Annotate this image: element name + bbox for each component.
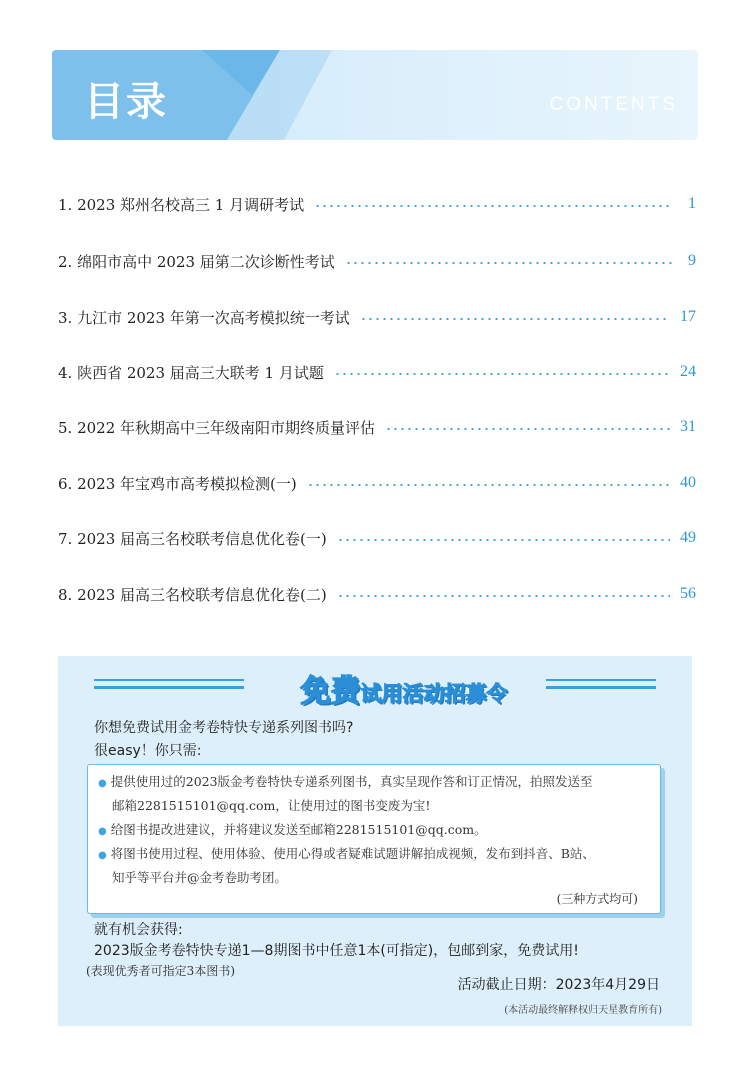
toc-entry-page: 24 [680,363,696,380]
step-item [98,770,593,796]
toc-entry-page: 49 [680,529,696,546]
step-item [98,818,487,844]
free-trial-promo-panel [58,656,692,1026]
dot-leader [385,428,670,430]
promo-title-big: 免费 [300,674,361,709]
toc-entry-page: 1 [688,195,696,212]
dot-leader [307,484,670,486]
step-text: 邮箱2281515101@qq.com，让使用过的图书变废为宝! [112,798,431,813]
gain-text: 2023版金考卷特快专递1—8期图书中任意1本(可指定)，包邮到家，免费试用! [94,943,579,959]
dot-leader [334,373,670,375]
step-text: 将图书使用过程、使用体验、使用心得或者疑难试题讲解拍成视频，发布到抖音、B站、 [110,846,595,861]
toc-entry-title: 4. 陕西省 2023 届高三大联考 1 月试题 [58,363,324,382]
toc-entry-page: 17 [680,308,696,325]
toc-entry-page: 56 [680,585,696,602]
toc-entry-title: 3. 九江市 2023 年第一次高考模拟统一考试 [58,308,350,327]
toc-entry-title: 7. 2023 届高三名校联考信息优化卷(一) [58,529,327,548]
title-rule-left-thin [94,679,244,681]
dot-leader [360,318,670,320]
dot-leader [314,205,672,207]
promo-easy: 很easy！你只需: [94,743,202,759]
toc-entry-title: 2. 绵阳市高中 2023 届第二次诊断性考试 [58,252,335,271]
dot-leader [345,262,672,264]
toc-entry[interactable] [58,358,696,386]
step-item-continued [112,794,430,818]
bullet-icon: ● [98,778,107,789]
gain-title: 就有机会获得: [94,922,183,938]
promo-title-text [254,666,554,710]
toc-entry[interactable] [58,190,696,218]
contents-header [52,50,698,140]
title-rule-left [94,686,244,689]
toc-entry-page: 40 [680,474,696,491]
page-title: 目录 [84,79,168,125]
toc-entry-title: 6. 2023 年宝鸡市高考模拟检测(一) [58,474,297,493]
title-rule-right [546,686,656,689]
dot-leader [337,595,670,597]
steps-note: (三种方式均可) [556,892,638,906]
promo-question: 你想免费试用金考卷特快专递系列图书吗? [94,720,354,736]
rights-note: (本活动最终解释权归天星教育所有) [504,1005,662,1016]
step-text: 知乎等平台并@金考卷助考团。 [112,870,288,885]
title-rule-right-thin [546,679,656,681]
toc-entry[interactable] [58,469,696,497]
promo-title-banner [94,664,656,710]
toc-entry[interactable] [58,580,696,608]
promo-title-small: 试用活动招募令 [360,682,508,706]
steps-box [87,764,661,914]
toc-entry[interactable] [58,413,696,441]
page-subtitle-en: CONTENTS [549,94,678,115]
toc-entry-page: 9 [688,252,696,269]
toc-entry[interactable] [58,247,696,275]
gain-note: (表现优秀者可指定3本图书) [86,964,235,978]
toc-entry[interactable] [58,303,696,331]
toc-entry-title: 1. 2023 郑州名校高三 1 月调研考试 [58,195,305,214]
bullet-icon: ● [98,850,107,861]
toc-entry-title: 8. 2023 届高三名校联考信息优化卷(二) [58,585,327,604]
step-item-continued [112,866,287,890]
deadline-text: 活动截止日期：2023年4月29日 [457,977,660,993]
step-text: 提供使用过的2023版金考卷特快专递系列图书，真实呈现作答和订正情况，拍照发送至 [110,774,593,789]
dot-leader [337,539,670,541]
toc-entry-page: 31 [680,418,696,435]
bullet-icon: ● [98,826,107,837]
step-item [98,842,595,868]
toc-entry-title: 5. 2022 年秋期高中三年级南阳市期终质量评估 [58,418,376,437]
step-text: 给图书提改进建议，并将建议发送至邮箱2281515101@qq.com。 [110,822,487,837]
toc-entry[interactable] [58,524,696,552]
